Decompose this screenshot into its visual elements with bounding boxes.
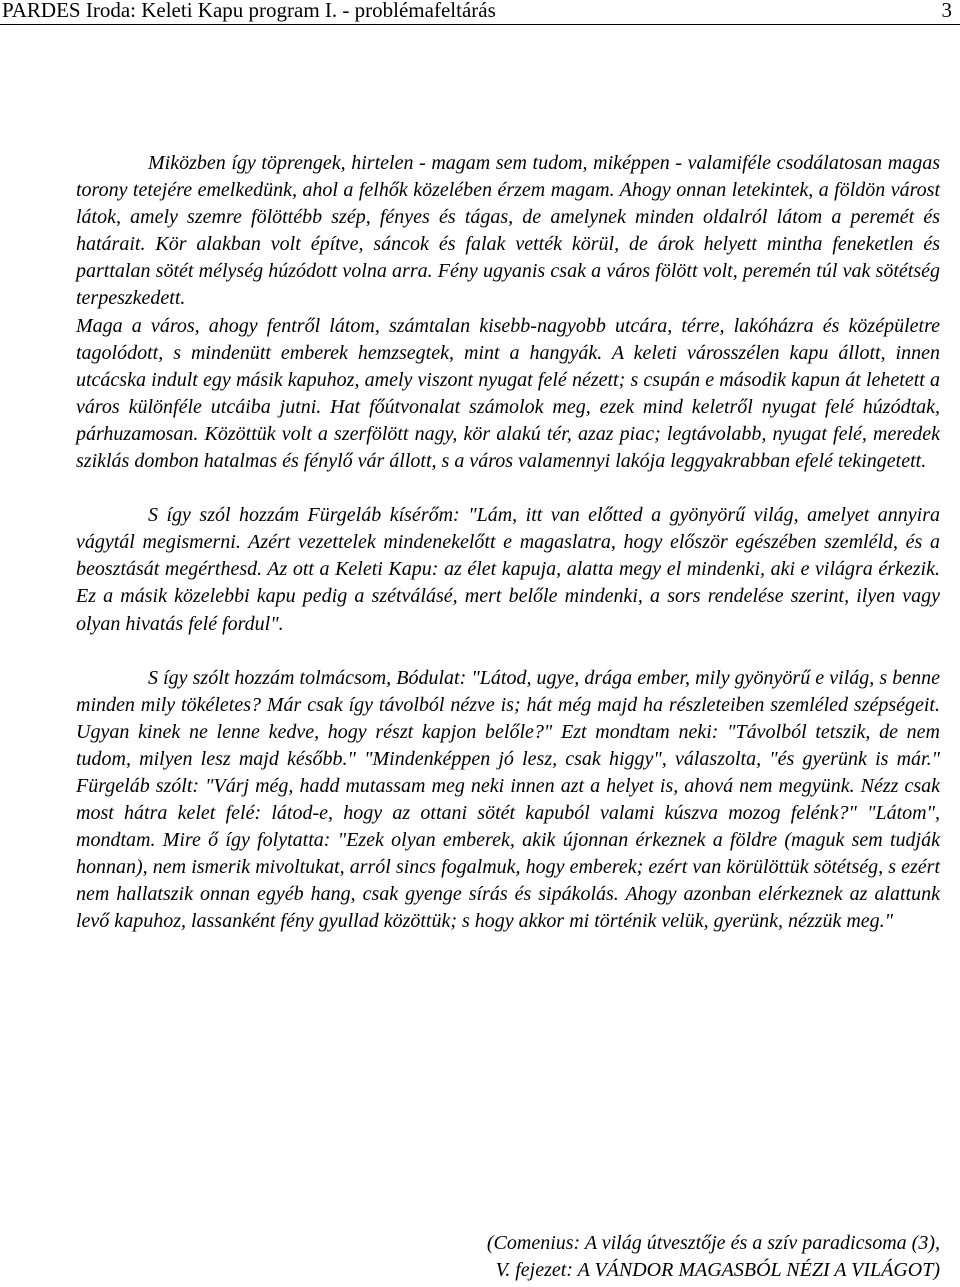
citation-line-2: V. fejezet: A VÁNDOR MAGASBÓL NÉZI A VILÁGOT) <box>495 1259 940 1282</box>
header-title: PARDES Iroda: Keleti Kapu program I. - problémafeltárás <box>2 0 496 22</box>
page-number: 3 <box>941 0 952 22</box>
paragraph-city-layout: Maga a város, ahogy fentről látom, számtalan kisebb-nagyobb utcára, térre, lakóházra és középületre tagolódott, s mindenütt emberek hemzsegtek, mint a hangyák. A keleti városszélen kapu állott, innen utcácska indult egy másik kapuhoz, amely viszont nyugat felé nézett; s csupán e második kapun át lehetett a város különféle utcáiba jutni. Hat főútvonalat számolok meg, ezek mind keletről nyugat felé húzódtak, párhuzamosan. Közöttük volt a szerfölött nagy, kör alakú tér, azaz piac; legtávolabb, nyugat felé, meredek sziklás dombon hatalmas és fénylő vár állott, s a város valamennyi lakója leggyakrabban efelé tekingetett. <box>76 314 940 473</box>
citation <box>76 1230 940 1284</box>
body-text <box>76 150 940 936</box>
paragraph-tower-view: Miközben így töprengek, hirtelen - magam sem tudom, miképpen - valamiféle csodálatosan magas torony tetejére emelkedünk, ahol a felhők közelében érzem magam. Ahogy onnan letekintek, a földön várost látok, amely szemre fölöttébb szép, fényes és tágas, de amelynek minden oldalról látom a peremét és határait. Kör alakban volt építve, sáncok és falak vették körül, de árok helyett mintha feneketlen és parttalan sötét mélység húzódott volna arra. Fény ugyanis csak a város fölött volt, peremén túl vak sötétség terpeszkedett. <box>76 152 940 310</box>
page-header <box>0 0 960 25</box>
citation-line-1: (Comenius: A világ útvesztője és a szív paradicsoma (3), <box>486 1232 940 1254</box>
paragraph-bodulat-dialogue: S így szólt hozzám tolmácsom, Bódulat: "Látod, ugye, drága ember, mily gyönyörű e világ, s benne minden mily tökéletes? Már csak így távolból nézve is; hát még majd ha részleteiben szemléled szépségeit. Ugyan kinek ne lenne kedve, hogy részt kapjon belőle?" Ezt mondtam neki: "Távolból tetszik, de nem tudom, milyen lesz majd később." "Mindenképpen jó lesz, csak higgy", válaszolta, "és gyerünk is már." Fürgeláb szólt: "Várj még, hadd mutassam meg neki innen azt a helyet is, ahová nem megyünk. Nézz csak most hátra kelet felé: látod-e, hogy az ottani sötét kapuból valami kúszva mozog felénk?" "Látom", mondtam. Mire ő így folytatta: "Ezek olyan emberek, akik újonnan érkeznek a földre (maguk sem tudják honnan), nem ismerik mivoltukat, arról sincs fogalmuk, hogy emberek; ezért van körülöttük sötétség, s ezért nem hallatszik onnan egyéb hang, csak gyenge sírás és sipákolás. Ahogy azonban elérkeznek az alattunk levő kapuhoz, lassanként fény gyullad közöttük; s hogy akkor mi történik velük, gyerünk, nézzük meg." <box>76 666 940 933</box>
paragraph-furgelab-speech: S így szól hozzám Fürgeláb kísérőm: "Lám, itt van előtted a gyönyörű világ, amelyet annyira vágytál megismerni. Azért vezettelek mindenekelőtt e magaslatra, hogy először egészében szemléld, és a beosztását megérthesd. Az ott a Keleti Kapu: az élet kapuja, alatta megy el mindenki, aki e világra érkezik. Ez a másik közelebbi kapu pedig a szétválásé, mert belőle mindenki, a sors rendelése szerint, ilyen vagy olyan hivatás felé fordul". <box>76 504 940 635</box>
